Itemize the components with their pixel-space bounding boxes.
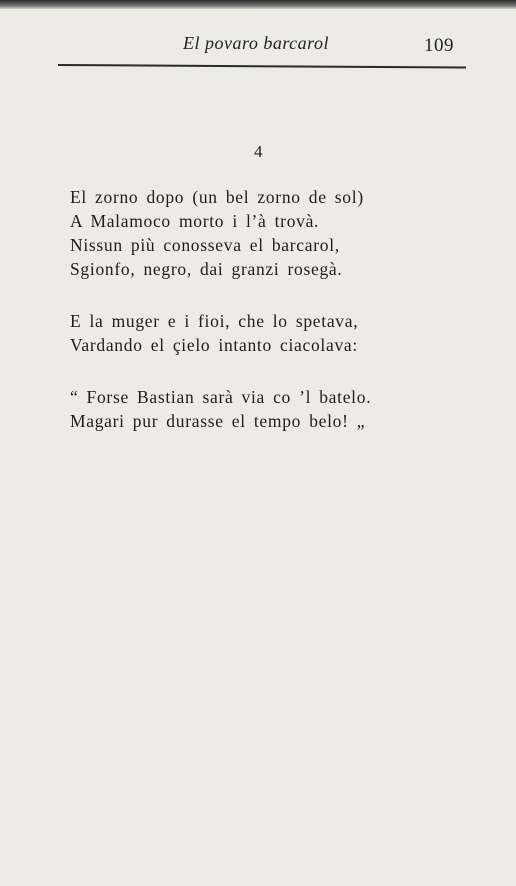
page-number: 109 bbox=[424, 35, 454, 56]
stanza-2 bbox=[70, 309, 390, 357]
verse-line: A Malamoco morto i l’à trovà. bbox=[70, 211, 320, 231]
page-top-edge bbox=[0, 0, 516, 9]
verse-line: Nissun più conosseva el barcarol, bbox=[70, 235, 340, 255]
section-number: 4 bbox=[254, 142, 263, 161]
verse-line: Magari pur durasse el tempo belo! „ bbox=[70, 411, 366, 431]
verse-line: El zorno dopo (un bel zorno de sol) bbox=[70, 187, 364, 207]
verse-line: Vardando el çielo intanto ciacolava: bbox=[70, 335, 358, 355]
verse-line: “ Forse Bastian sarà via co ’l batelo. bbox=[70, 387, 372, 407]
verse-line: E la muger e i fioi, che lo spetava, bbox=[70, 311, 359, 331]
verse-line: Sgionfo, negro, dai granzi rosegà. bbox=[70, 259, 343, 279]
stanza-3 bbox=[70, 385, 390, 433]
book-page bbox=[0, 9, 516, 886]
running-title: El povaro barcarol bbox=[183, 33, 329, 53]
stanza-1 bbox=[70, 185, 390, 281]
